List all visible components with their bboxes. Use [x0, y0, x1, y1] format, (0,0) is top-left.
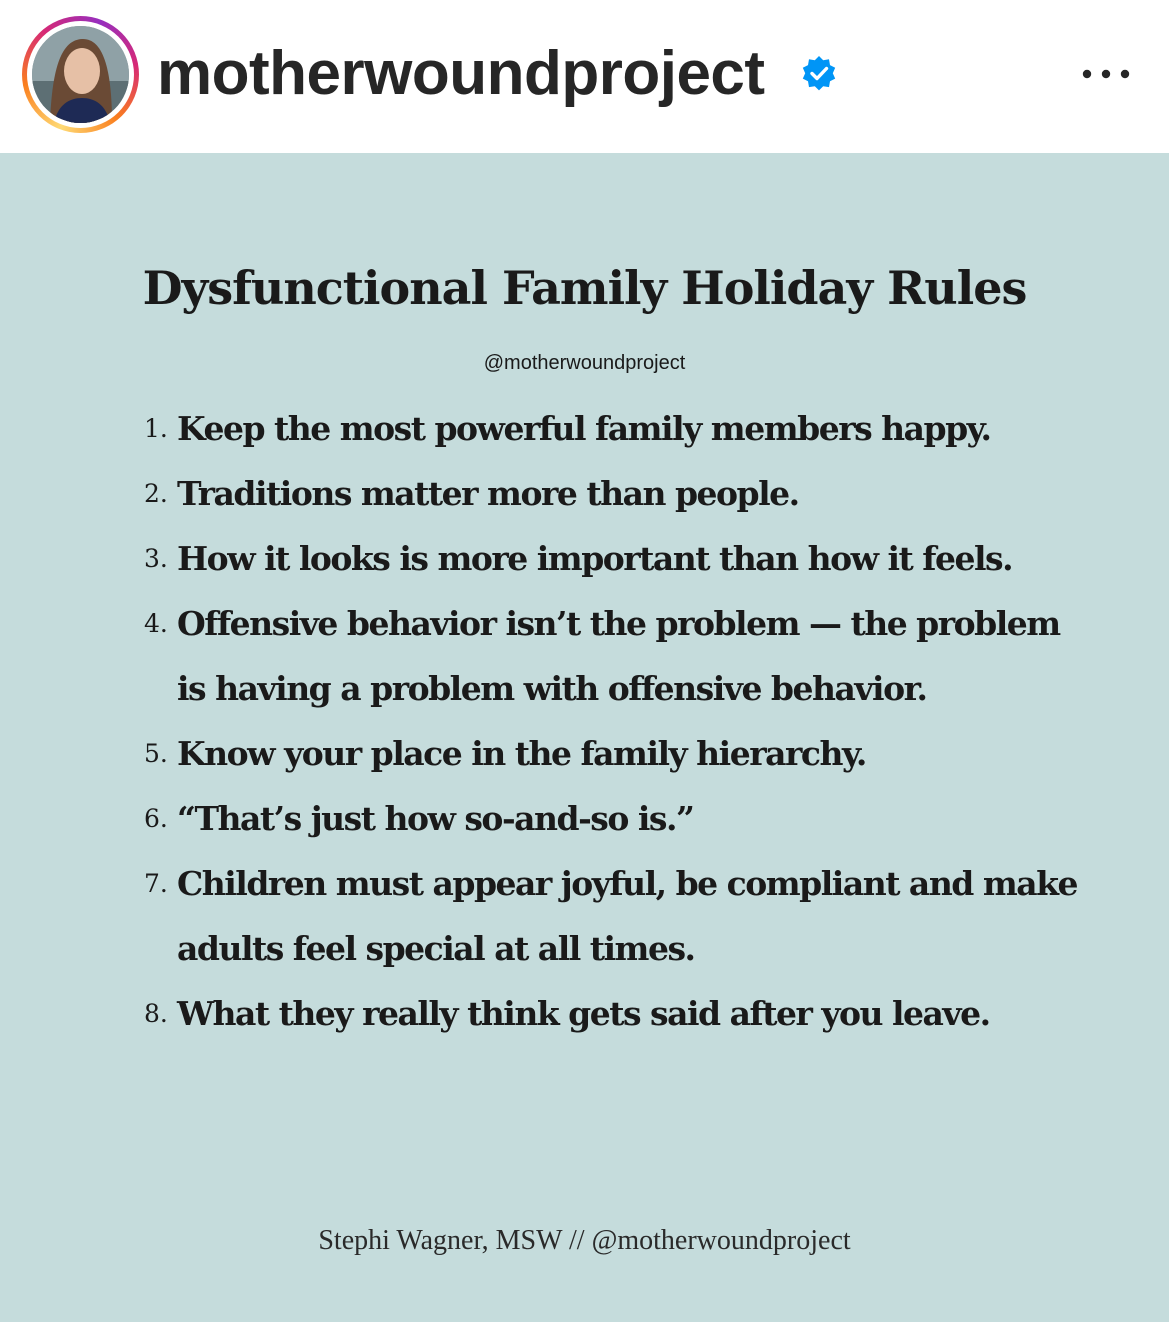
rule-item	[140, 786, 1090, 851]
rule-item	[140, 721, 1090, 786]
rule-item	[140, 981, 1090, 1046]
rule-number: 1.	[144, 414, 168, 443]
rule-text: “That’s just how so-and-so is.”	[177, 799, 694, 838]
rule-text: Traditions matter more than people.	[177, 474, 799, 513]
rule-number: 7.	[144, 869, 168, 898]
rule-item	[140, 851, 1090, 981]
rule-item	[140, 461, 1090, 526]
post-image[interactable]	[0, 153, 1169, 1322]
rule-item	[140, 526, 1090, 591]
avatar[interactable]	[32, 26, 129, 123]
rule-text: Know your place in the family hierarchy.	[177, 734, 866, 773]
more-options-icon[interactable]	[1078, 60, 1134, 88]
verified-badge-icon	[800, 55, 838, 93]
rule-number: 8.	[144, 999, 168, 1028]
username[interactable]: motherwoundproject	[157, 39, 765, 108]
rule-item	[140, 396, 1090, 461]
avatar-portrait	[32, 26, 129, 123]
rule-text: Offensive behavior isn’t the problem — the problem is having a problem with offensive behavior.	[177, 604, 1060, 708]
rule-text: How it looks is more important than how it feels.	[177, 539, 1013, 578]
post-header	[0, 0, 1169, 153]
rule-item	[140, 591, 1090, 721]
rule-number: 3.	[144, 544, 168, 573]
rule-number: 5.	[144, 739, 168, 768]
rule-text: Children must appear joyful, be compliant and make adults feel special at all times.	[177, 864, 1078, 968]
post-footer-credit: Stephi Wagner, MSW // @motherwoundproject	[318, 1225, 851, 1256]
post-title: Dysfunctional Family Holiday Rules	[142, 261, 1027, 315]
rule-number: 4.	[144, 609, 168, 638]
story-ring[interactable]	[22, 16, 139, 133]
post-handle: @motherwoundproject	[483, 352, 686, 374]
rules-list	[140, 396, 1090, 1046]
rule-number: 2.	[144, 479, 168, 508]
rule-text: What they really think gets said after you leave.	[177, 994, 990, 1033]
rule-number: 6.	[144, 804, 168, 833]
rule-text: Keep the most powerful family members happy.	[177, 409, 991, 448]
